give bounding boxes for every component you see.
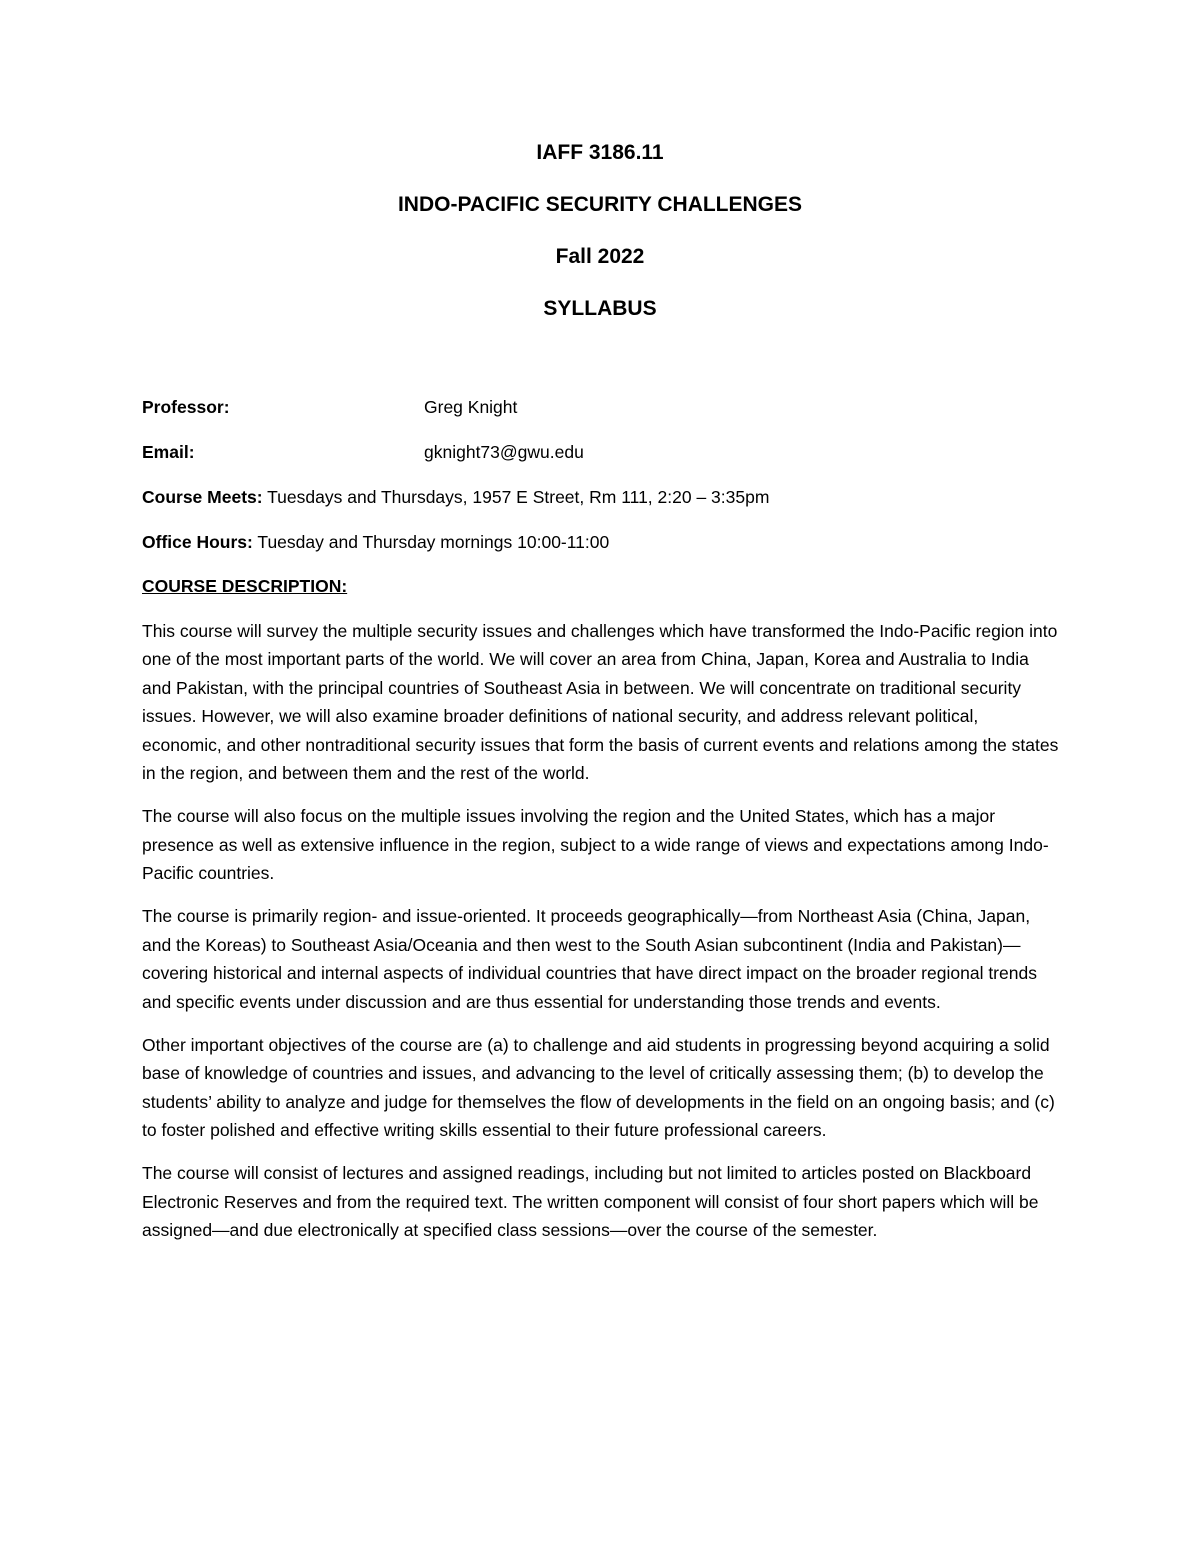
office-hours-value: Tuesday and Thursday mornings 10:00-11:00 bbox=[257, 531, 610, 552]
email-label: Email: bbox=[142, 442, 195, 462]
course-code: IAFF 3186.11 bbox=[536, 141, 664, 164]
course-meets-label: Course Meets: bbox=[142, 487, 263, 507]
office-hours-row bbox=[142, 528, 1062, 557]
office-hours-label: Office Hours: bbox=[142, 531, 253, 552]
course-title: INDO-PACIFIC SECURITY CHALLENGES bbox=[397, 193, 803, 216]
course-description-heading: COURSE DESCRIPTION: bbox=[142, 576, 348, 596]
email-row bbox=[142, 438, 1062, 467]
description-paragraph: Other important objectives of the course are (a) to challenge and aid students in progressing beyond acquiring a solid base of knowledge of countries and issues, and advancing to the level of critically assessing them; (b) to develop the students’ ability to analyze and judge for themselves the flow of developments in the field on an ongoing basis; and (c) to foster polished and effective writing skills essential to their future professional careers. bbox=[142, 1034, 1055, 1140]
professor-label: Professor: bbox=[142, 397, 230, 417]
course-meets-value: Tuesdays and Thursdays, 1957 E Street, Rm 111, 2:20 – 3:35pm bbox=[267, 487, 770, 507]
title-block bbox=[0, 140, 1200, 348]
professor-name: Greg Knight bbox=[424, 397, 518, 417]
professor-row bbox=[142, 393, 1062, 422]
term: Fall 2022 bbox=[555, 245, 645, 268]
description-paragraph: This course will survey the multiple security issues and challenges which have transformed the Indo-Pacific region into one of the most important parts of the world. We will cover an area from China, Japan, Korea and Australia to India and Pakistan, with the principal countries of Southeast Asia in between. We will concentrate on traditional security issues. However, we will also examine broader definitions of national security, and address relevant political, economic, and other nontraditional security issues that form the basis of current events and relations among the states in the region, and between them and the rest of the world. bbox=[142, 620, 1059, 783]
syllabus-content bbox=[142, 393, 1062, 1259]
description-paragraph: The course is primarily region- and issue-oriented. It proceeds geographically—from Northeast Asia (China, Japan, and the Koreas) to Southeast Asia/Oceania and then west to the South Asian subcontinent (India and Pakistan)—covering historical and internal aspects of individual countries that have direct impact on the broader regional trends and specific events under discussion and are thus essential for understanding those trends and events. bbox=[142, 906, 1037, 1012]
email-address: gknight73@gwu.edu bbox=[424, 442, 584, 462]
description-paragraph: The course will consist of lectures and assigned readings, including but not limited to articles posted on Blackboard Electronic Reserves and from the required text. The written component will consist of four short papers which will be assigned—and due electronically at specified class sessions—over the course of the semester. bbox=[142, 1163, 1039, 1240]
description-paragraph: The course will also focus on the multiple issues involving the region and the United States, which has a major presence as well as extensive influence in the region, subject to a wide range of views and expectations among Indo-Pacific countries. bbox=[142, 806, 1049, 883]
course-meets-row bbox=[142, 483, 1062, 512]
document-type: SYLLABUS bbox=[543, 297, 657, 320]
